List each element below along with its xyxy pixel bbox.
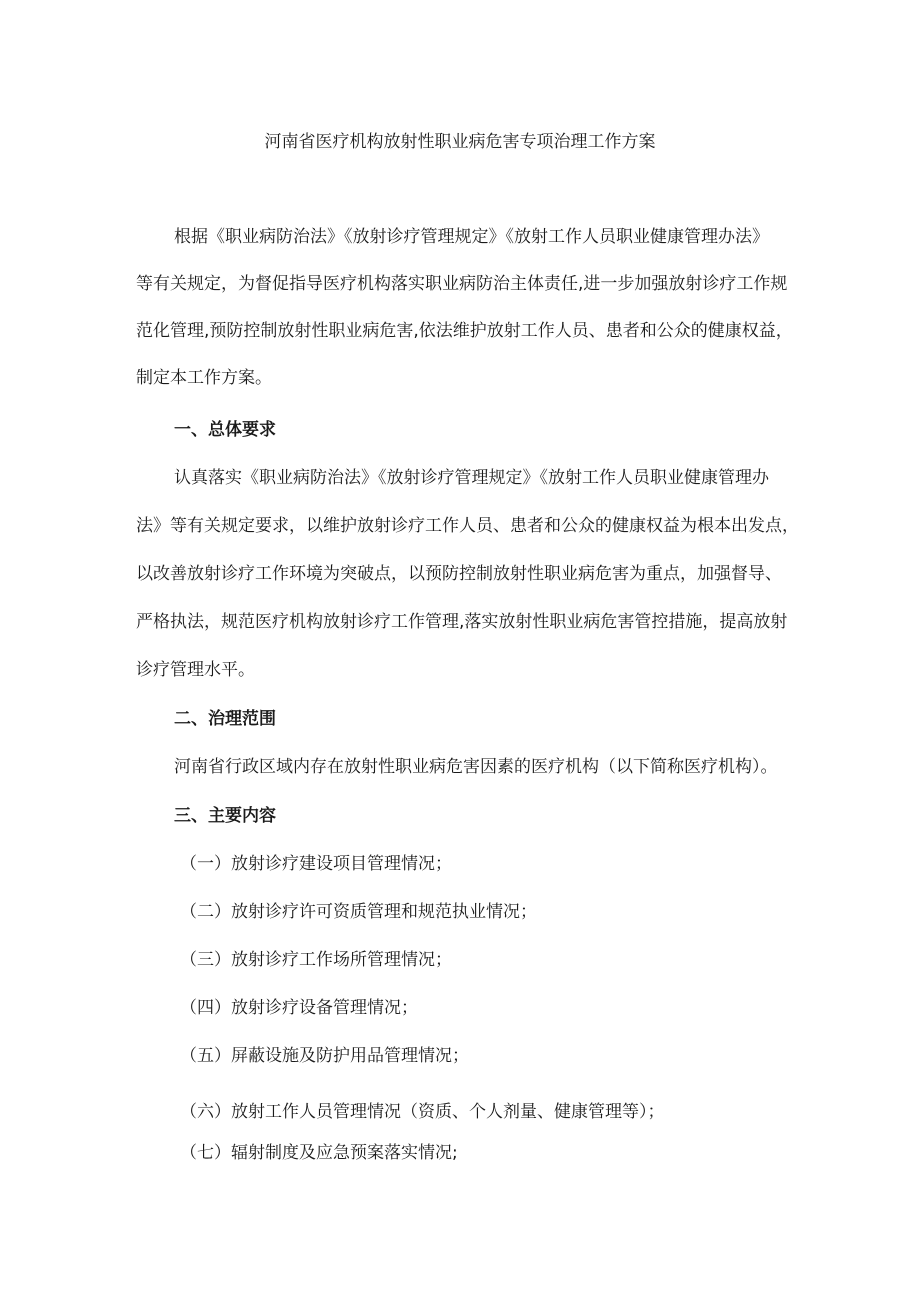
content-item: （三）放射诊疗工作场所管理情况； — [180, 950, 452, 970]
section-heading-contents: 三、主要内容 — [174, 806, 276, 826]
scope-text: 河南省行政区域内存在放射性职业病危害因素的医疗机构（以下简称医疗机构）。 — [174, 757, 778, 777]
intro-line: 等有关规定，为督促指导医疗机构落实职业病防治主体责任,进一步加强放射诊疗工作规 — [136, 274, 788, 294]
intro-line: 范化管理,预防控制放射性职业病危害,依法维护放射工作人员、患者和公众的健康权益， — [136, 321, 793, 341]
section-heading-scope: 二、治理范围 — [174, 709, 276, 729]
section-heading-overall: 一、总体要求 — [174, 420, 276, 440]
content-item: （四）放射诊疗设备管理情况； — [180, 998, 418, 1018]
content-item: （五）屏蔽设施及防护用品管理情况； — [180, 1046, 469, 1066]
content-item: （一）放射诊疗建设项目管理情况； — [180, 854, 452, 874]
intro-paragraph — [136, 226, 801, 389]
overall-line: 以改善放射诊疗工作环境为突破点，以预防控制放射性职业病危害为重点，加强督导、 — [136, 564, 782, 584]
intro-line: 制定本工作方案。 — [136, 368, 272, 388]
content-item: （二）放射诊疗许可资质管理和规范执业情况； — [180, 902, 537, 922]
overall-line: 严格执法，规范医疗机构放射诊疗工作管理,落实放射性职业病危害管控措施，提高放射 — [136, 612, 788, 632]
overall-line: 诊疗管理水平。 — [136, 660, 255, 680]
content-item: （六）放射工作人员管理情况（资质、个人剂量、健康管理等）； — [180, 1102, 665, 1122]
overall-line: 法》等有关规定要求，以维护放射诊疗工作人员、患者和公众的健康权益为根本出发点， — [136, 516, 799, 536]
overall-paragraph — [136, 467, 801, 681]
overall-line: 认真落实《职业病防治法》《放射诊疗管理规定》《放射工作人员职业健康管理办 — [174, 468, 769, 488]
intro-line: 根据《职业病防治法》《放射诊疗管理规定》《放射工作人员职业健康管理办法》 — [174, 227, 769, 247]
content-item: （七）辐射制度及应急预案落实情况; — [180, 1143, 458, 1163]
document-title: 河南省医疗机构放射性职业病危害专项治理工作方案 — [264, 132, 656, 152]
